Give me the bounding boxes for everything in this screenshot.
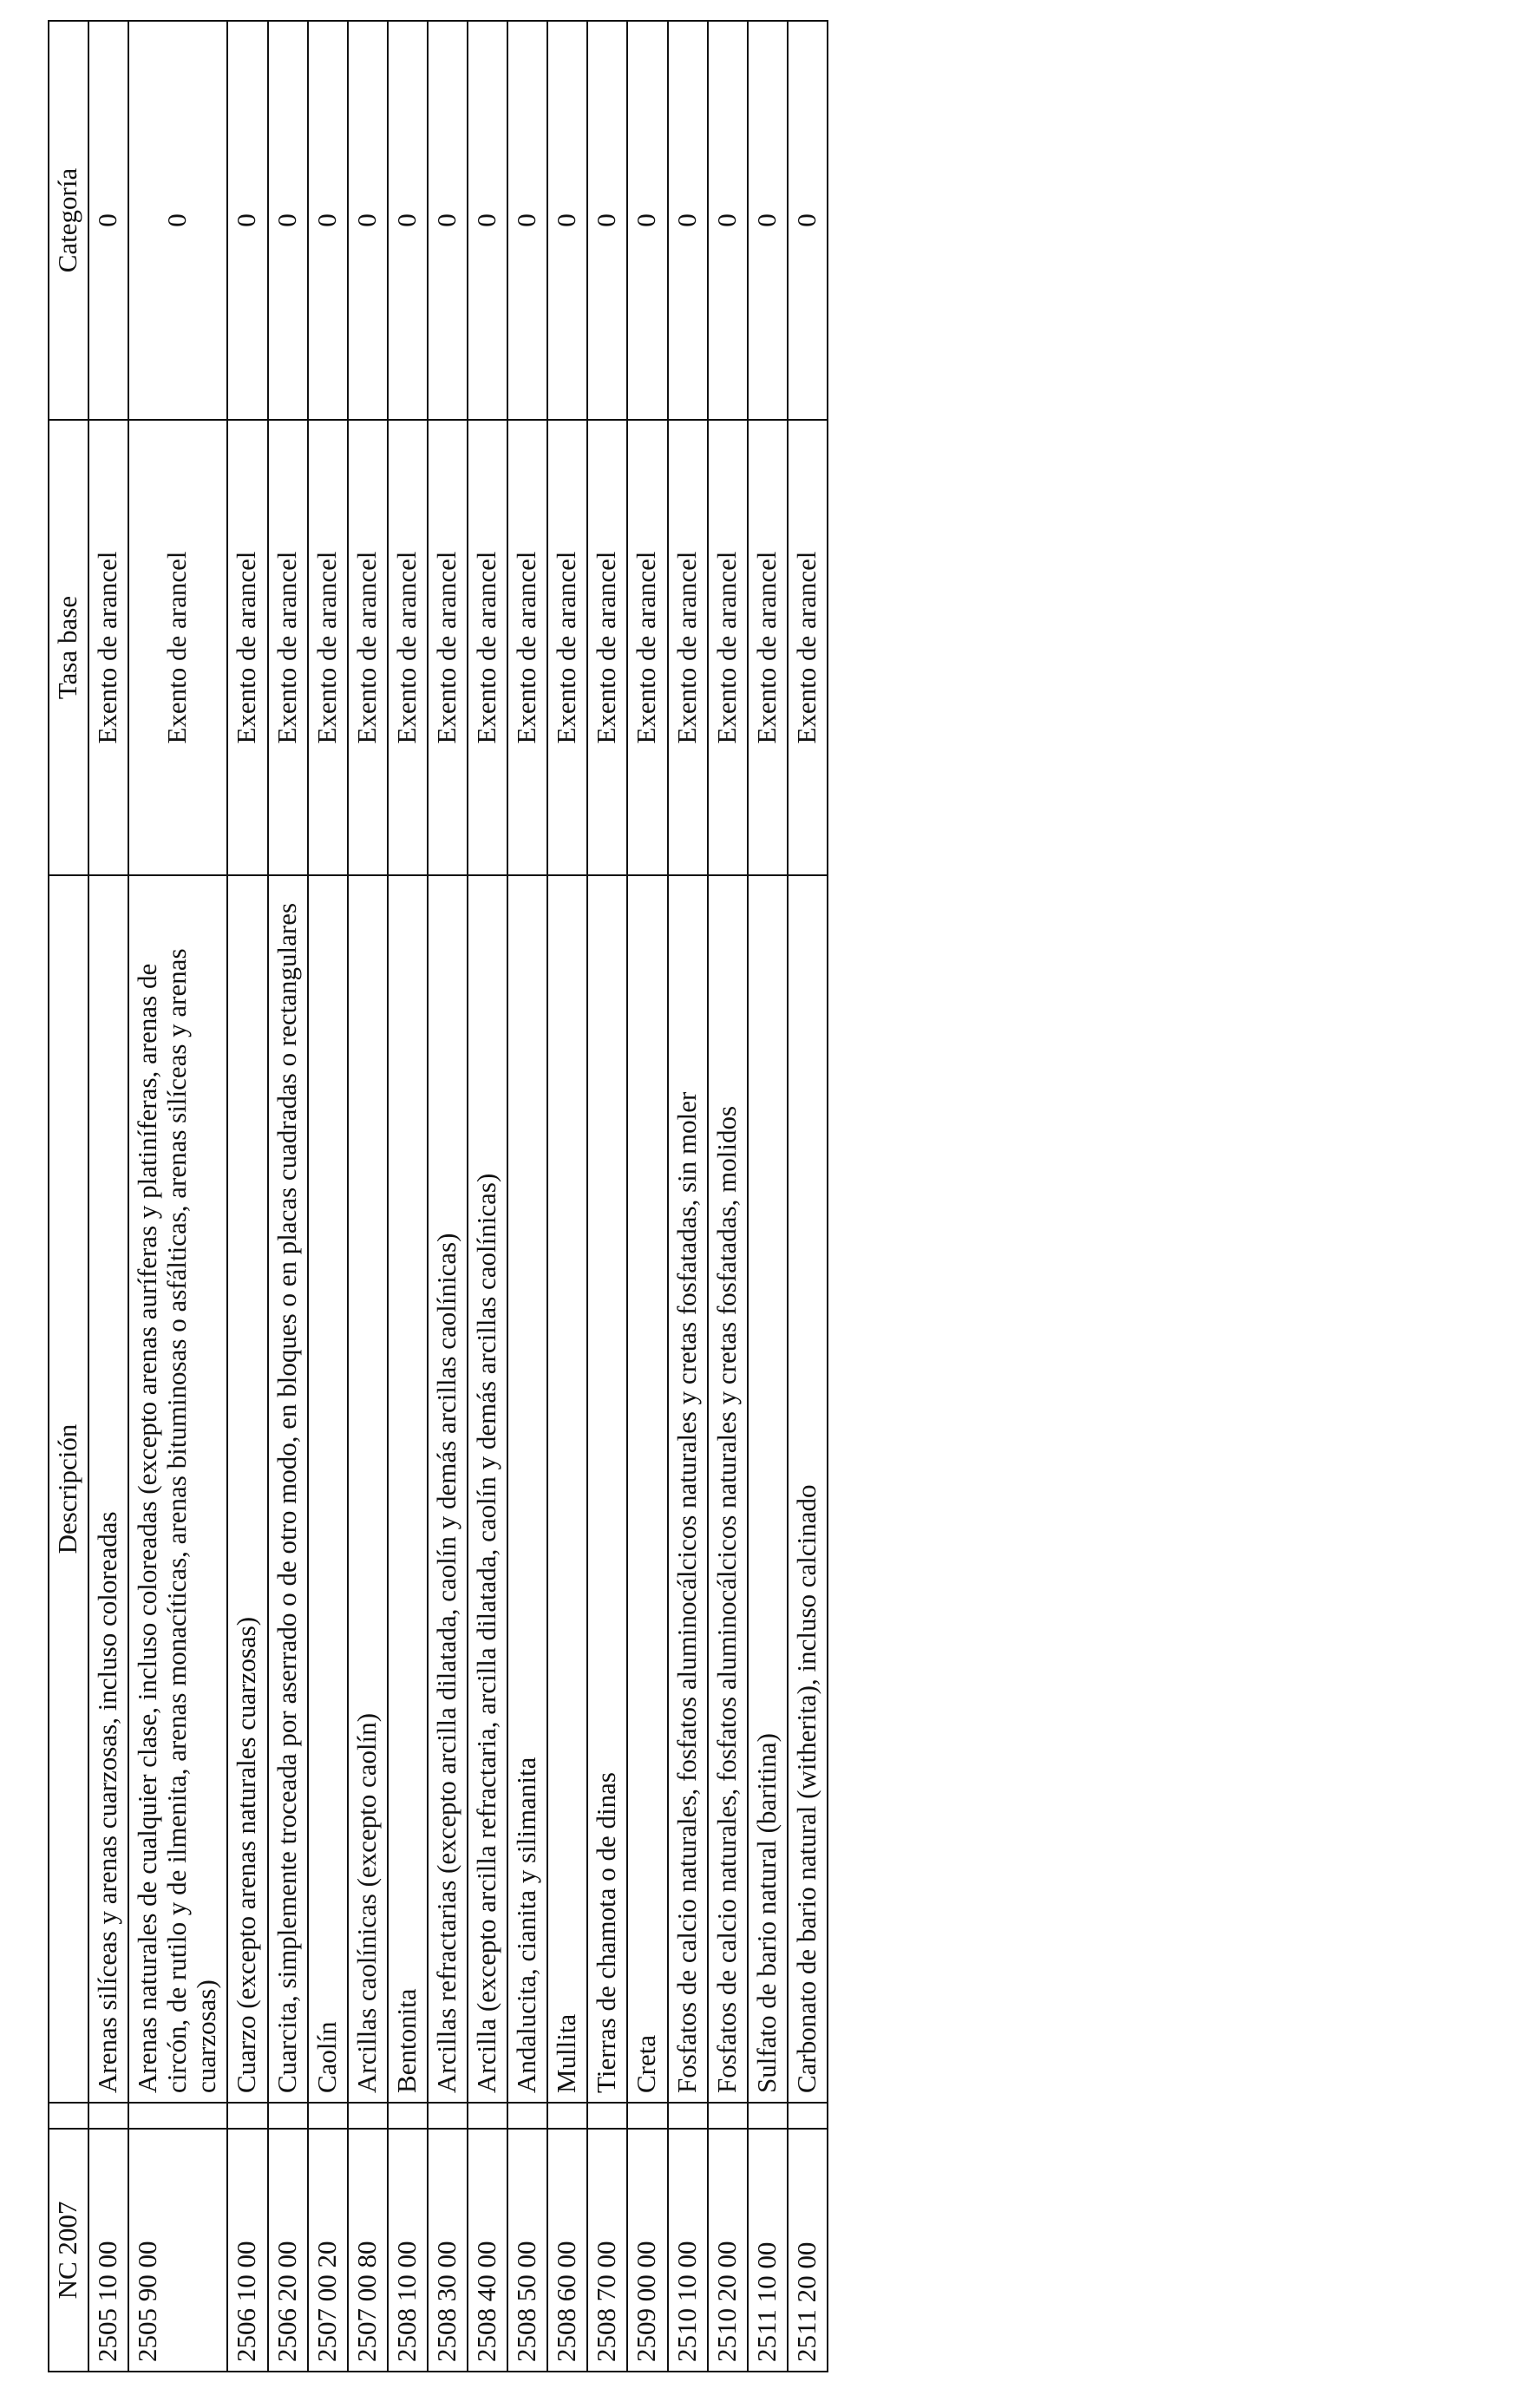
table-body <box>88 21 828 2372</box>
cell-nc: 2508 40 00 <box>468 2129 507 2372</box>
cell-tasa: Exento de arancel <box>268 420 308 875</box>
cell-categoria: 0 <box>507 21 547 420</box>
table-row <box>507 21 547 2372</box>
table-row <box>308 21 348 2372</box>
cell-gap <box>128 2103 227 2129</box>
cell-gap <box>547 2103 587 2129</box>
table-row <box>668 21 708 2372</box>
cell-descripcion: Arenas naturales de cualquier clase, incluso coloreadas (excepto arenas auríferas y platiníferas, arenas de circón, de rutilo y de ilmenita, arenas monacíticas, arenas bituminosas o asfálticas, arenas silíceas y arenas cuarzosas) <box>128 875 227 2103</box>
cell-nc: 2507 00 80 <box>348 2129 388 2372</box>
cell-categoria: 0 <box>428 21 468 420</box>
table-row <box>587 21 627 2372</box>
cell-categoria: 0 <box>308 21 348 420</box>
table-row <box>788 21 828 2372</box>
cell-categoria: 0 <box>547 21 587 420</box>
cell-categoria: 0 <box>128 21 227 420</box>
table-row <box>547 21 587 2372</box>
cell-gap <box>708 2103 748 2129</box>
cell-gap <box>788 2103 828 2129</box>
table-row <box>388 21 428 2372</box>
cell-tasa: Exento de arancel <box>428 420 468 875</box>
table-row <box>128 21 227 2372</box>
cell-nc: 2508 10 00 <box>388 2129 428 2372</box>
cell-nc: 2510 10 00 <box>668 2129 708 2372</box>
cell-tasa: Exento de arancel <box>88 420 128 875</box>
cell-nc: 2507 00 20 <box>308 2129 348 2372</box>
cell-descripcion: Arcillas refractarias (excepto arcilla dilatada, caolín y demás arcillas caolínicas) <box>428 875 468 2103</box>
table-row <box>708 21 748 2372</box>
cell-descripcion: Bentonita <box>388 875 428 2103</box>
cell-categoria: 0 <box>708 21 748 420</box>
cell-descripcion: Arcillas caolínicas (excepto caolín) <box>348 875 388 2103</box>
cell-gap <box>308 2103 348 2129</box>
cell-descripcion: Arcilla (excepto arcilla refractaria, arcilla dilatada, caolín y demás arcillas caolínicas) <box>468 875 507 2103</box>
header-nc: NC 2007 <box>49 2129 88 2372</box>
cell-descripcion: Carbonato de bario natural (witherita), incluso calcinado <box>788 875 828 2103</box>
cell-descripcion: Fosfatos de calcio naturales, fosfatos aluminocálcicos naturales y cretas fosfatadas, sin moler <box>668 875 708 2103</box>
cell-gap <box>587 2103 627 2129</box>
cell-tasa: Exento de arancel <box>748 420 788 875</box>
cell-gap <box>88 2103 128 2129</box>
cell-categoria: 0 <box>627 21 667 420</box>
cell-nc: 2511 10 00 <box>748 2129 788 2372</box>
cell-tasa: Exento de arancel <box>627 420 667 875</box>
cell-tasa: Exento de arancel <box>587 420 627 875</box>
header-descripcion: Descripción <box>49 875 88 2103</box>
cell-gap <box>268 2103 308 2129</box>
table-row <box>268 21 308 2372</box>
cell-categoria: 0 <box>227 21 267 420</box>
cell-nc: 2510 20 00 <box>708 2129 748 2372</box>
tariff-table <box>48 20 828 2372</box>
cell-nc: 2506 20 00 <box>268 2129 308 2372</box>
header-gap <box>49 2103 88 2129</box>
cell-tasa: Exento de arancel <box>388 420 428 875</box>
cell-descripcion: Cuarcita, simplemente troceada por aserrado o de otro modo, en bloques o en placas cuadradas o rectangulares <box>268 875 308 2103</box>
cell-nc: 2505 10 00 <box>88 2129 128 2372</box>
table-row <box>227 21 267 2372</box>
cell-descripcion: Creta <box>627 875 667 2103</box>
cell-nc: 2508 70 00 <box>587 2129 627 2372</box>
cell-gap <box>428 2103 468 2129</box>
cell-descripcion: Sulfato de bario natural (baritina) <box>748 875 788 2103</box>
table-row <box>348 21 388 2372</box>
table-header-row <box>49 21 88 2372</box>
cell-tasa: Exento de arancel <box>308 420 348 875</box>
table-row <box>428 21 468 2372</box>
cell-descripcion: Fosfatos de calcio naturales, fosfatos aluminocálcicos naturales y cretas fosfatadas, molidos <box>708 875 748 2103</box>
cell-gap <box>388 2103 428 2129</box>
cell-tasa: Exento de arancel <box>468 420 507 875</box>
cell-descripcion: Mullita <box>547 875 587 2103</box>
cell-categoria: 0 <box>788 21 828 420</box>
cell-nc: 2508 50 00 <box>507 2129 547 2372</box>
cell-categoria: 0 <box>468 21 507 420</box>
cell-categoria: 0 <box>587 21 627 420</box>
cell-descripcion: Arenas silíceas y arenas cuarzosas, incluso coloreadas <box>88 875 128 2103</box>
cell-tasa: Exento de arancel <box>668 420 708 875</box>
cell-tasa: Exento de arancel <box>788 420 828 875</box>
cell-descripcion: Tierras de chamota o de dinas <box>587 875 627 2103</box>
cell-nc: 2509 00 00 <box>627 2129 667 2372</box>
cell-gap <box>468 2103 507 2129</box>
cell-tasa: Exento de arancel <box>547 420 587 875</box>
cell-nc: 2511 20 00 <box>788 2129 828 2372</box>
cell-descripcion: Caolín <box>308 875 348 2103</box>
cell-tasa: Exento de arancel <box>708 420 748 875</box>
cell-nc: 2506 10 00 <box>227 2129 267 2372</box>
header-categoria: Categoría <box>49 21 88 420</box>
table-row <box>88 21 128 2372</box>
cell-categoria: 0 <box>748 21 788 420</box>
cell-tasa: Exento de arancel <box>227 420 267 875</box>
cell-descripcion: Cuarzo (excepto arenas naturales cuarzosas) <box>227 875 267 2103</box>
rotated-table-wrapper <box>48 22 828 2372</box>
cell-categoria: 0 <box>668 21 708 420</box>
cell-categoria: 0 <box>348 21 388 420</box>
cell-nc: 2505 90 00 <box>128 2129 227 2372</box>
cell-gap <box>748 2103 788 2129</box>
cell-descripcion: Andalucita, cianita y silimanita <box>507 875 547 2103</box>
cell-tasa: Exento de arancel <box>348 420 388 875</box>
cell-tasa: Exento de arancel <box>507 420 547 875</box>
header-tasa: Tasa base <box>49 420 88 875</box>
cell-categoria: 0 <box>88 21 128 420</box>
cell-gap <box>627 2103 667 2129</box>
cell-nc: 2508 30 00 <box>428 2129 468 2372</box>
cell-categoria: 0 <box>268 21 308 420</box>
cell-gap <box>668 2103 708 2129</box>
table-row <box>748 21 788 2372</box>
cell-gap <box>227 2103 267 2129</box>
table-row <box>627 21 667 2372</box>
cell-nc: 2508 60 00 <box>547 2129 587 2372</box>
cell-gap <box>507 2103 547 2129</box>
cell-tasa: Exento de arancel <box>128 420 227 875</box>
cell-gap <box>348 2103 388 2129</box>
table-row <box>468 21 507 2372</box>
cell-categoria: 0 <box>388 21 428 420</box>
